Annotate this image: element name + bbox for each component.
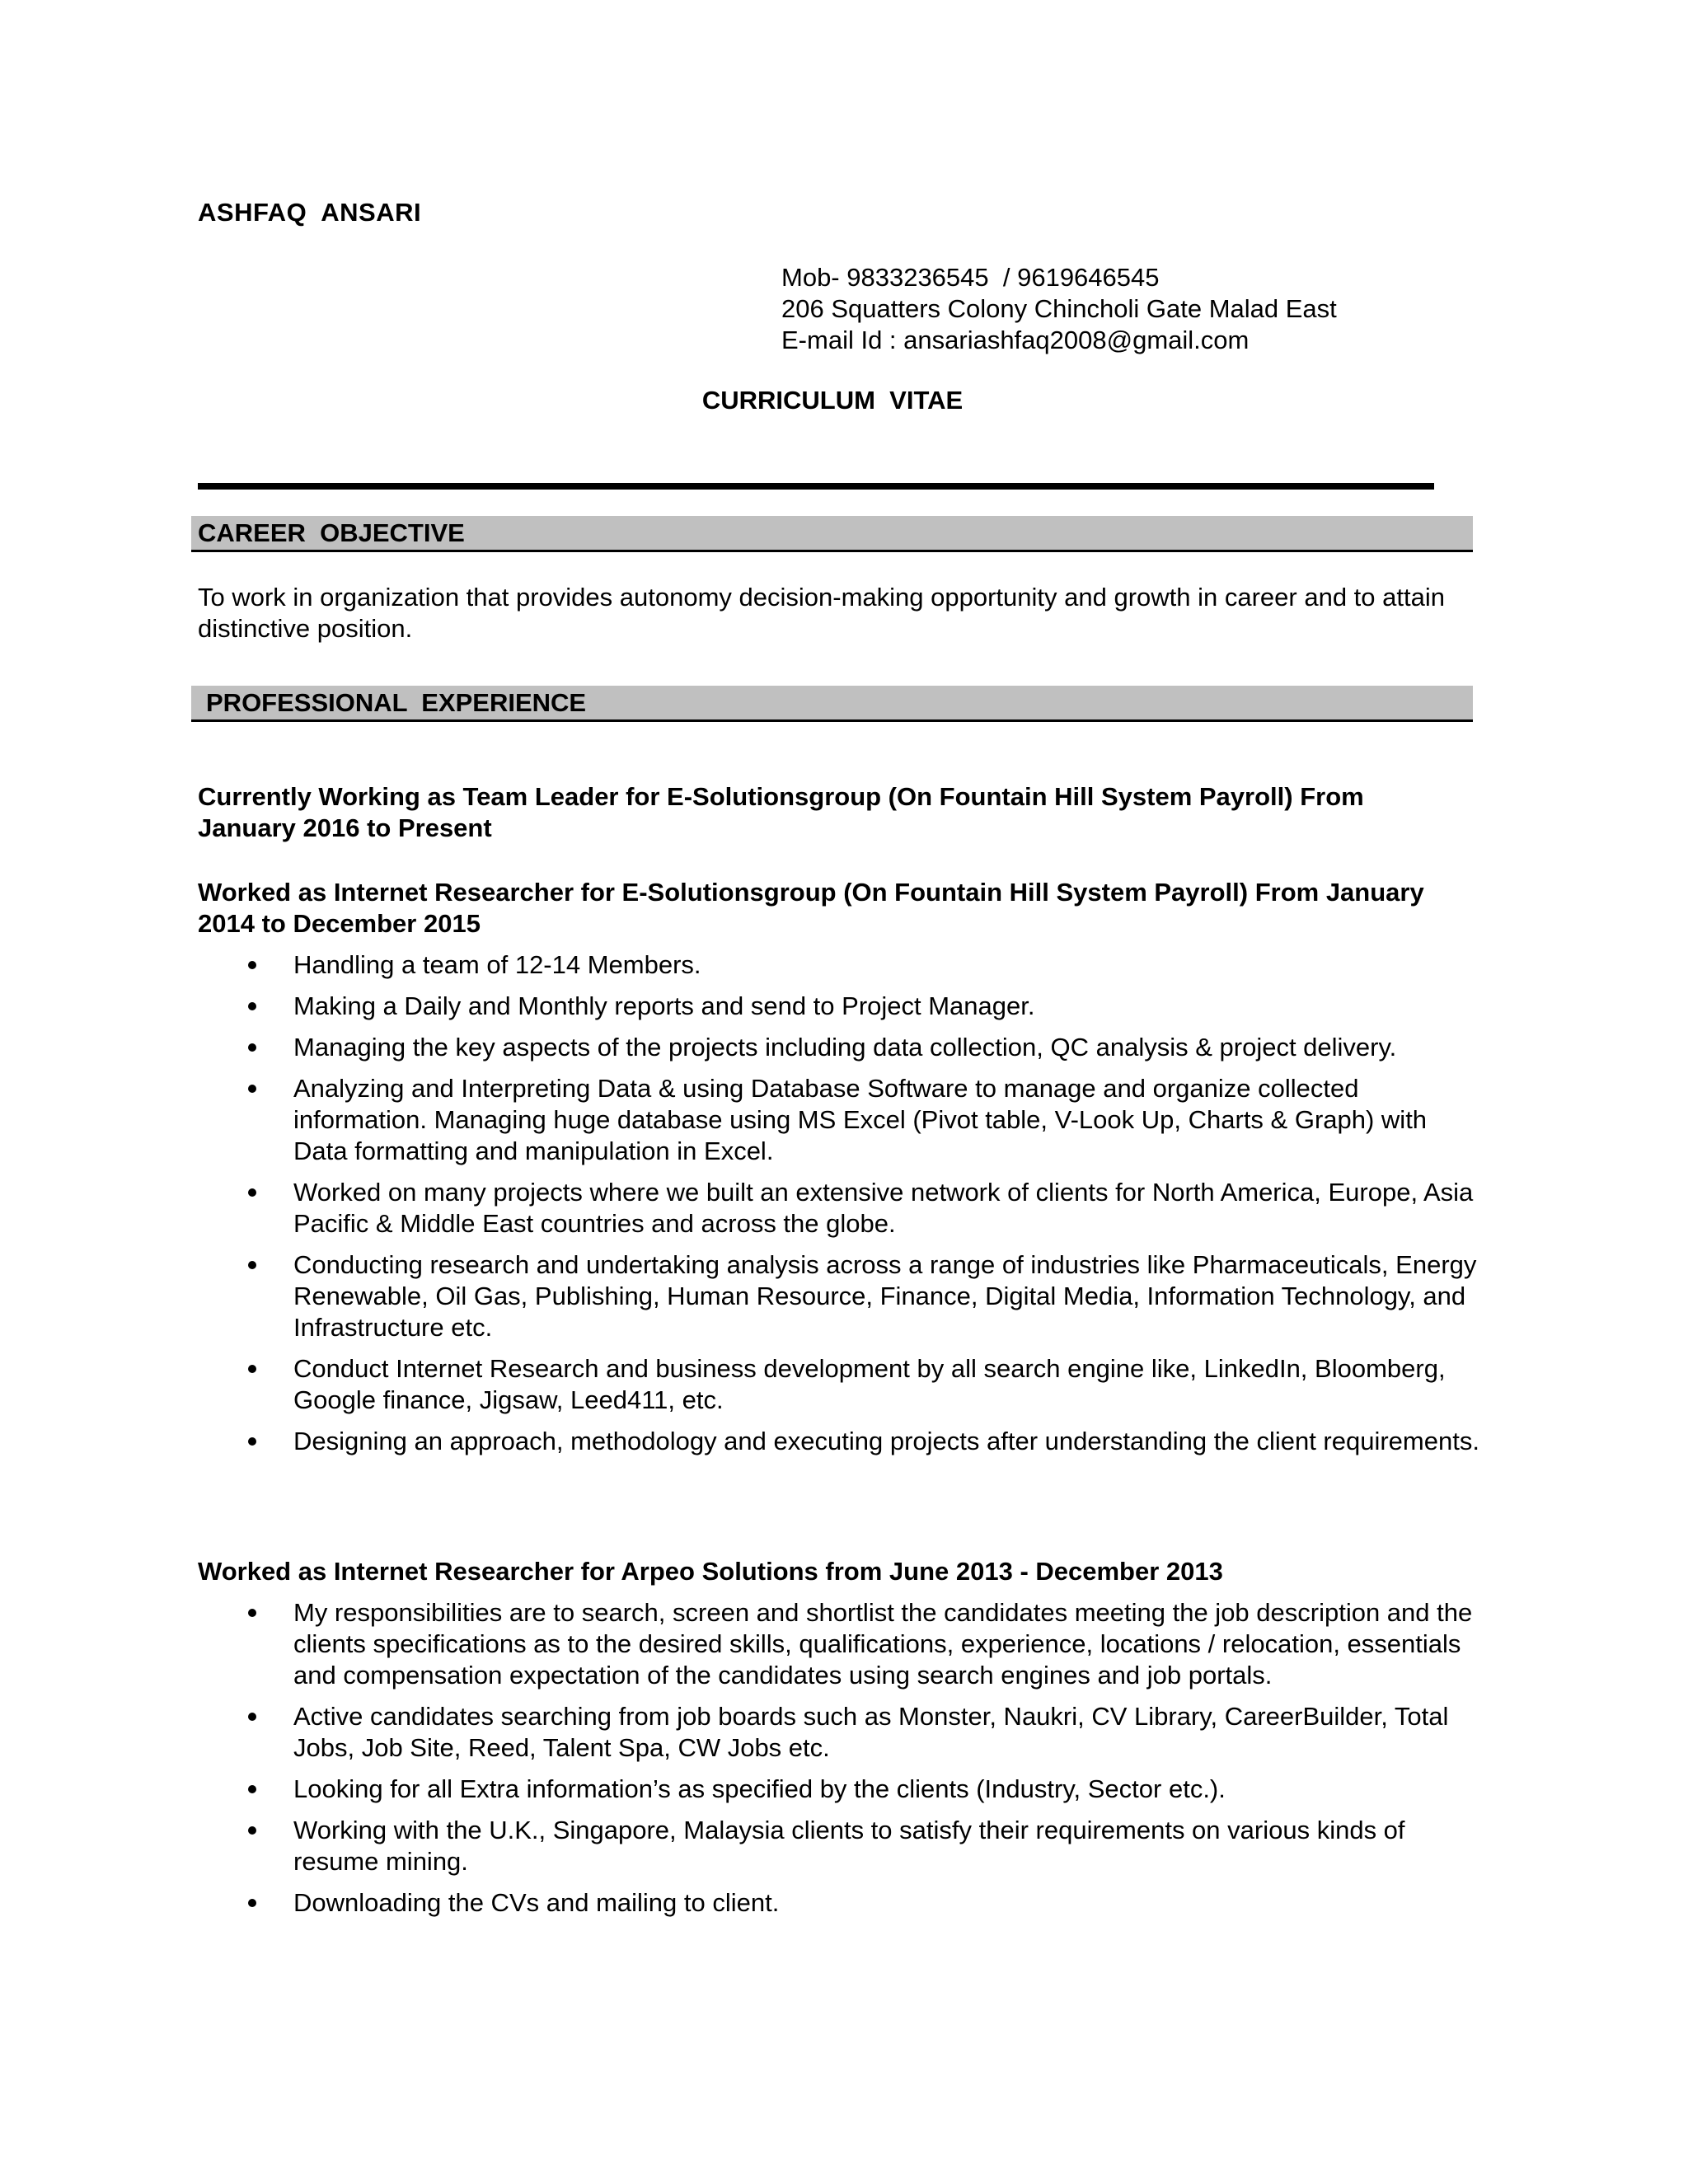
bullet-icon bbox=[248, 961, 256, 969]
candidate-name: ASHFAQ ANSARI bbox=[198, 198, 422, 227]
bullet-icon bbox=[248, 1713, 256, 1721]
bullet-icon bbox=[248, 1899, 256, 1907]
contact-email: E-mail Id : ansariashfaq2008@gmail.com bbox=[781, 326, 1250, 354]
list-item: Managing the key aspects of the projects including data collection, QC analysis & project delivery. bbox=[198, 1032, 1484, 1063]
job-bullets-esolutions bbox=[198, 949, 1484, 1467]
section-heading-professional-experience bbox=[191, 686, 1473, 722]
list-item: Looking for all Extra information’s as specified by the clients (Industry, Sector etc.). bbox=[198, 1774, 1484, 1805]
bullet-icon bbox=[248, 1188, 256, 1197]
career-objective-text: To work in organization that provides autonomy decision-making opportunity and growth in career and to attain distinctive position. bbox=[198, 583, 1445, 643]
list-item: My responsibilities are to search, screen and shortlist the candidates meeting the job description and the clients specifications as to the desired skills, qualifications, experience, locations / relocation, essentials and compensation expectation of the candidates using search engines and job portals. bbox=[198, 1597, 1484, 1691]
bullet-icon bbox=[248, 1043, 256, 1052]
list-item: Conduct Internet Research and business development by all search engine like, LinkedIn, Bloomberg, Google finance, Jigsaw, Leed411, etc. bbox=[198, 1353, 1484, 1416]
contact-mobile: Mob- 9833236545 / 9619646545 bbox=[781, 263, 1160, 292]
job-bullets-arpeo bbox=[198, 1597, 1484, 1929]
list-item: Worked on many projects where we built an extensive network of clients for North America, Europe, Asia Pacific & Middle East countries and across the globe. bbox=[198, 1177, 1484, 1240]
section-heading-label: PROFESSIONAL EXPERIENCE bbox=[206, 688, 587, 717]
job-title-esolutions-researcher: Worked as Internet Researcher for E-Solutionsgroup (On Fountain Hill System Payroll) From January 2014 to December 2015 bbox=[198, 878, 1424, 938]
list-item: Downloading the CVs and mailing to client. bbox=[198, 1887, 1484, 1919]
bullet-icon bbox=[248, 1085, 256, 1093]
list-item: Handling a team of 12-14 Members. bbox=[198, 949, 1484, 981]
section-heading-label: CAREER OBJECTIVE bbox=[198, 518, 465, 547]
bullet-icon bbox=[248, 1261, 256, 1269]
job-title-current: Currently Working as Team Leader for E-Solutionsgroup (On Fountain Hill System Payroll) From January 2016 to Present bbox=[198, 782, 1364, 842]
list-item: Designing an approach, methodology and executing projects after understanding the client requirements. bbox=[198, 1426, 1484, 1457]
list-item: Conducting research and undertaking analysis across a range of industries like Pharmaceuticals, Energy Renewable, Oil Gas, Publishing, Human Resource, Finance, Digital Media, Information Technology, and Infrastructure etc. bbox=[198, 1249, 1484, 1343]
job-title-arpeo-researcher: Worked as Internet Researcher for Arpeo Solutions from June 2013 - December 2013 bbox=[198, 1557, 1223, 1586]
bullet-icon bbox=[248, 1437, 256, 1446]
header-divider bbox=[198, 483, 1434, 490]
list-item: Making a Daily and Monthly reports and send to Project Manager. bbox=[198, 991, 1484, 1022]
bullet-icon bbox=[248, 1609, 256, 1617]
contact-address: 206 Squatters Colony Chincholi Gate Malad East bbox=[781, 294, 1337, 323]
document-title: CURRICULUM VITAE bbox=[701, 386, 964, 415]
bullet-icon bbox=[248, 1365, 256, 1373]
bullet-icon bbox=[248, 1002, 256, 1010]
list-item: Active candidates searching from job boards such as Monster, Naukri, CV Library, CareerBuilder, Total Jobs, Job Site, Reed, Talent Spa, CW Jobs etc. bbox=[198, 1701, 1484, 1764]
list-item: Working with the U.K., Singapore, Malaysia clients to satisfy their requirements on various kinds of resume mining. bbox=[198, 1815, 1484, 1877]
bullet-icon bbox=[248, 1785, 256, 1793]
bullet-icon bbox=[248, 1826, 256, 1835]
list-item: Analyzing and Interpreting Data & using Database Software to manage and organize collected information. Managing huge database using MS Excel (Pivot table, V-Look Up, Charts & Graph) with Data formatting and manipulation in Excel. bbox=[198, 1073, 1484, 1167]
section-heading-career-objective bbox=[191, 516, 1473, 552]
contact-block bbox=[781, 262, 1337, 356]
